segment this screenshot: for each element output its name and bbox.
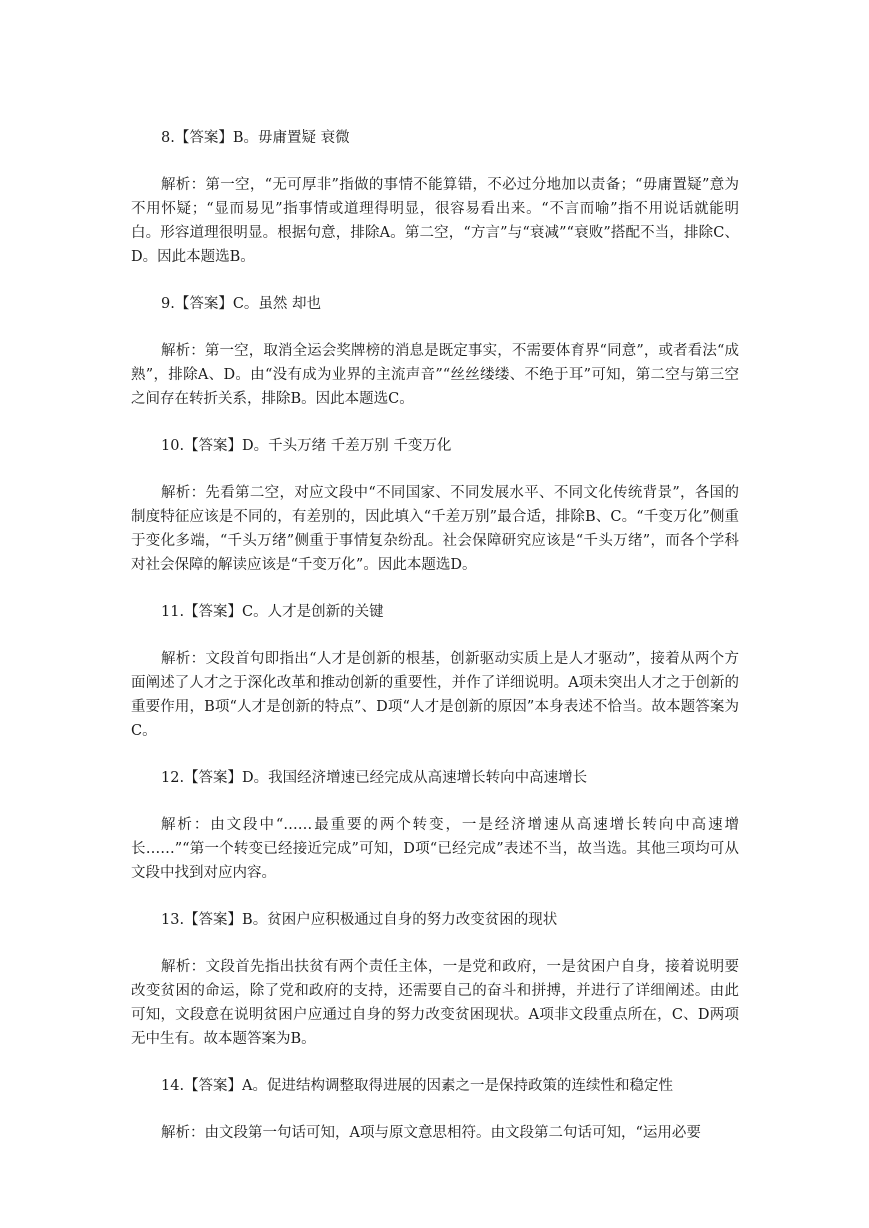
- answer-line-8: 8.【答案】B。毋庸置疑 衰微: [161, 130, 350, 146]
- analysis-paragraph-8: 解析：第一空，“无可厚非”指做的事情不能算错，不必过分地加以责备；“毋庸置疑”意为不用怀疑；“显而易见”指事情或道理得明显，很容易看出来。“不言而喻”指不用说话就能明白。形容道理很明显。根据句意，排除A。第二空，“方言”与“衰减”“衰败”搭配不当，排除C、D。因此本题选B。: [131, 177, 739, 265]
- answer-line-12: 12.【答案】D。我国经济增速已经完成从高速增长转向中高速增长: [161, 770, 588, 786]
- answer-line-14: 14.【答案】A。促进结构调整取得进展的因素之一是保持政策的连续性和稳定性: [161, 1078, 674, 1094]
- answer-line-10: 10.【答案】D。千头万绪 千差万别 千变万化: [161, 438, 452, 454]
- analysis-paragraph-11: 解析：文段首句即指出“人才是创新的根基，创新驱动实质上是人才驱动”，接着从两个方面阐述了人才之于深化改革和推动创新的重要性，并作了详细说明。A项未突出人才之于创新的重要作用，B项“人才是创新的特点”、D项“人才是创新的原因”本身表述不恰当。故本题答案为C。: [131, 651, 739, 739]
- document-page: [131, 126, 739, 1168]
- answer-line-9: 9.【答案】C。虽然 却也: [161, 296, 322, 312]
- analysis-paragraph-13: 解析：文段首先指出扶贫有两个责任主体，一是党和政府，一是贫困户自身，接着说明要改变贫困的命运，除了党和政府的支持，还需要自己的奋斗和拼搏，并进行了详细阐述。由此可知，文段意在说明贫困户应通过自身的努力改变贫困现状。A项非文段重点所在，C、D两项无中生有。故本题答案为B。: [131, 959, 739, 1047]
- answer-line-13: 13.【答案】B。贫困户应积极通过自身的努力改变贫困的现状: [161, 912, 558, 928]
- analysis-paragraph-10: 解析：先看第二空，对应文段中“不同国家、不同发展水平、不同文化传统背景”，各国的制度特征应该是不同的，有差别的，因此填入“千差万别”最合适，排除B、C。“千变万化”侧重于变化多端，“千头万绪”侧重于事情复杂纷乱。社会保障研究应该是“千头万绪”，而各个学科对社会保障的解读应该是“千变万化”。因此本题选D。: [131, 485, 739, 573]
- analysis-paragraph-9: 解析：第一空，取消全运会奖牌榜的消息是既定事实，不需要体育界“同意”，或者看法“成熟”，排除A、D。由“没有成为业界的主流声音”“丝丝缕缕、不绝于耳”可知，第二空与第三空之间存在转折关系，排除B。因此本题选C。: [131, 343, 739, 407]
- analysis-paragraph-14: 解析：由文段第一句话可知，A项与原文意思相符。由文段第二句话可知，“运用必要: [161, 1125, 701, 1141]
- answer-line-11: 11.【答案】C。人才是创新的关键: [161, 604, 384, 620]
- analysis-paragraph-12: 解析：由文段中“……最重要的两个转变，一是经济增速从高速增长转向中高速增长……”“第一个转变已经接近完成”可知，D项“已经完成”表述不当，故当选。其他三项均可从文段中找到对应内容。: [131, 817, 739, 881]
